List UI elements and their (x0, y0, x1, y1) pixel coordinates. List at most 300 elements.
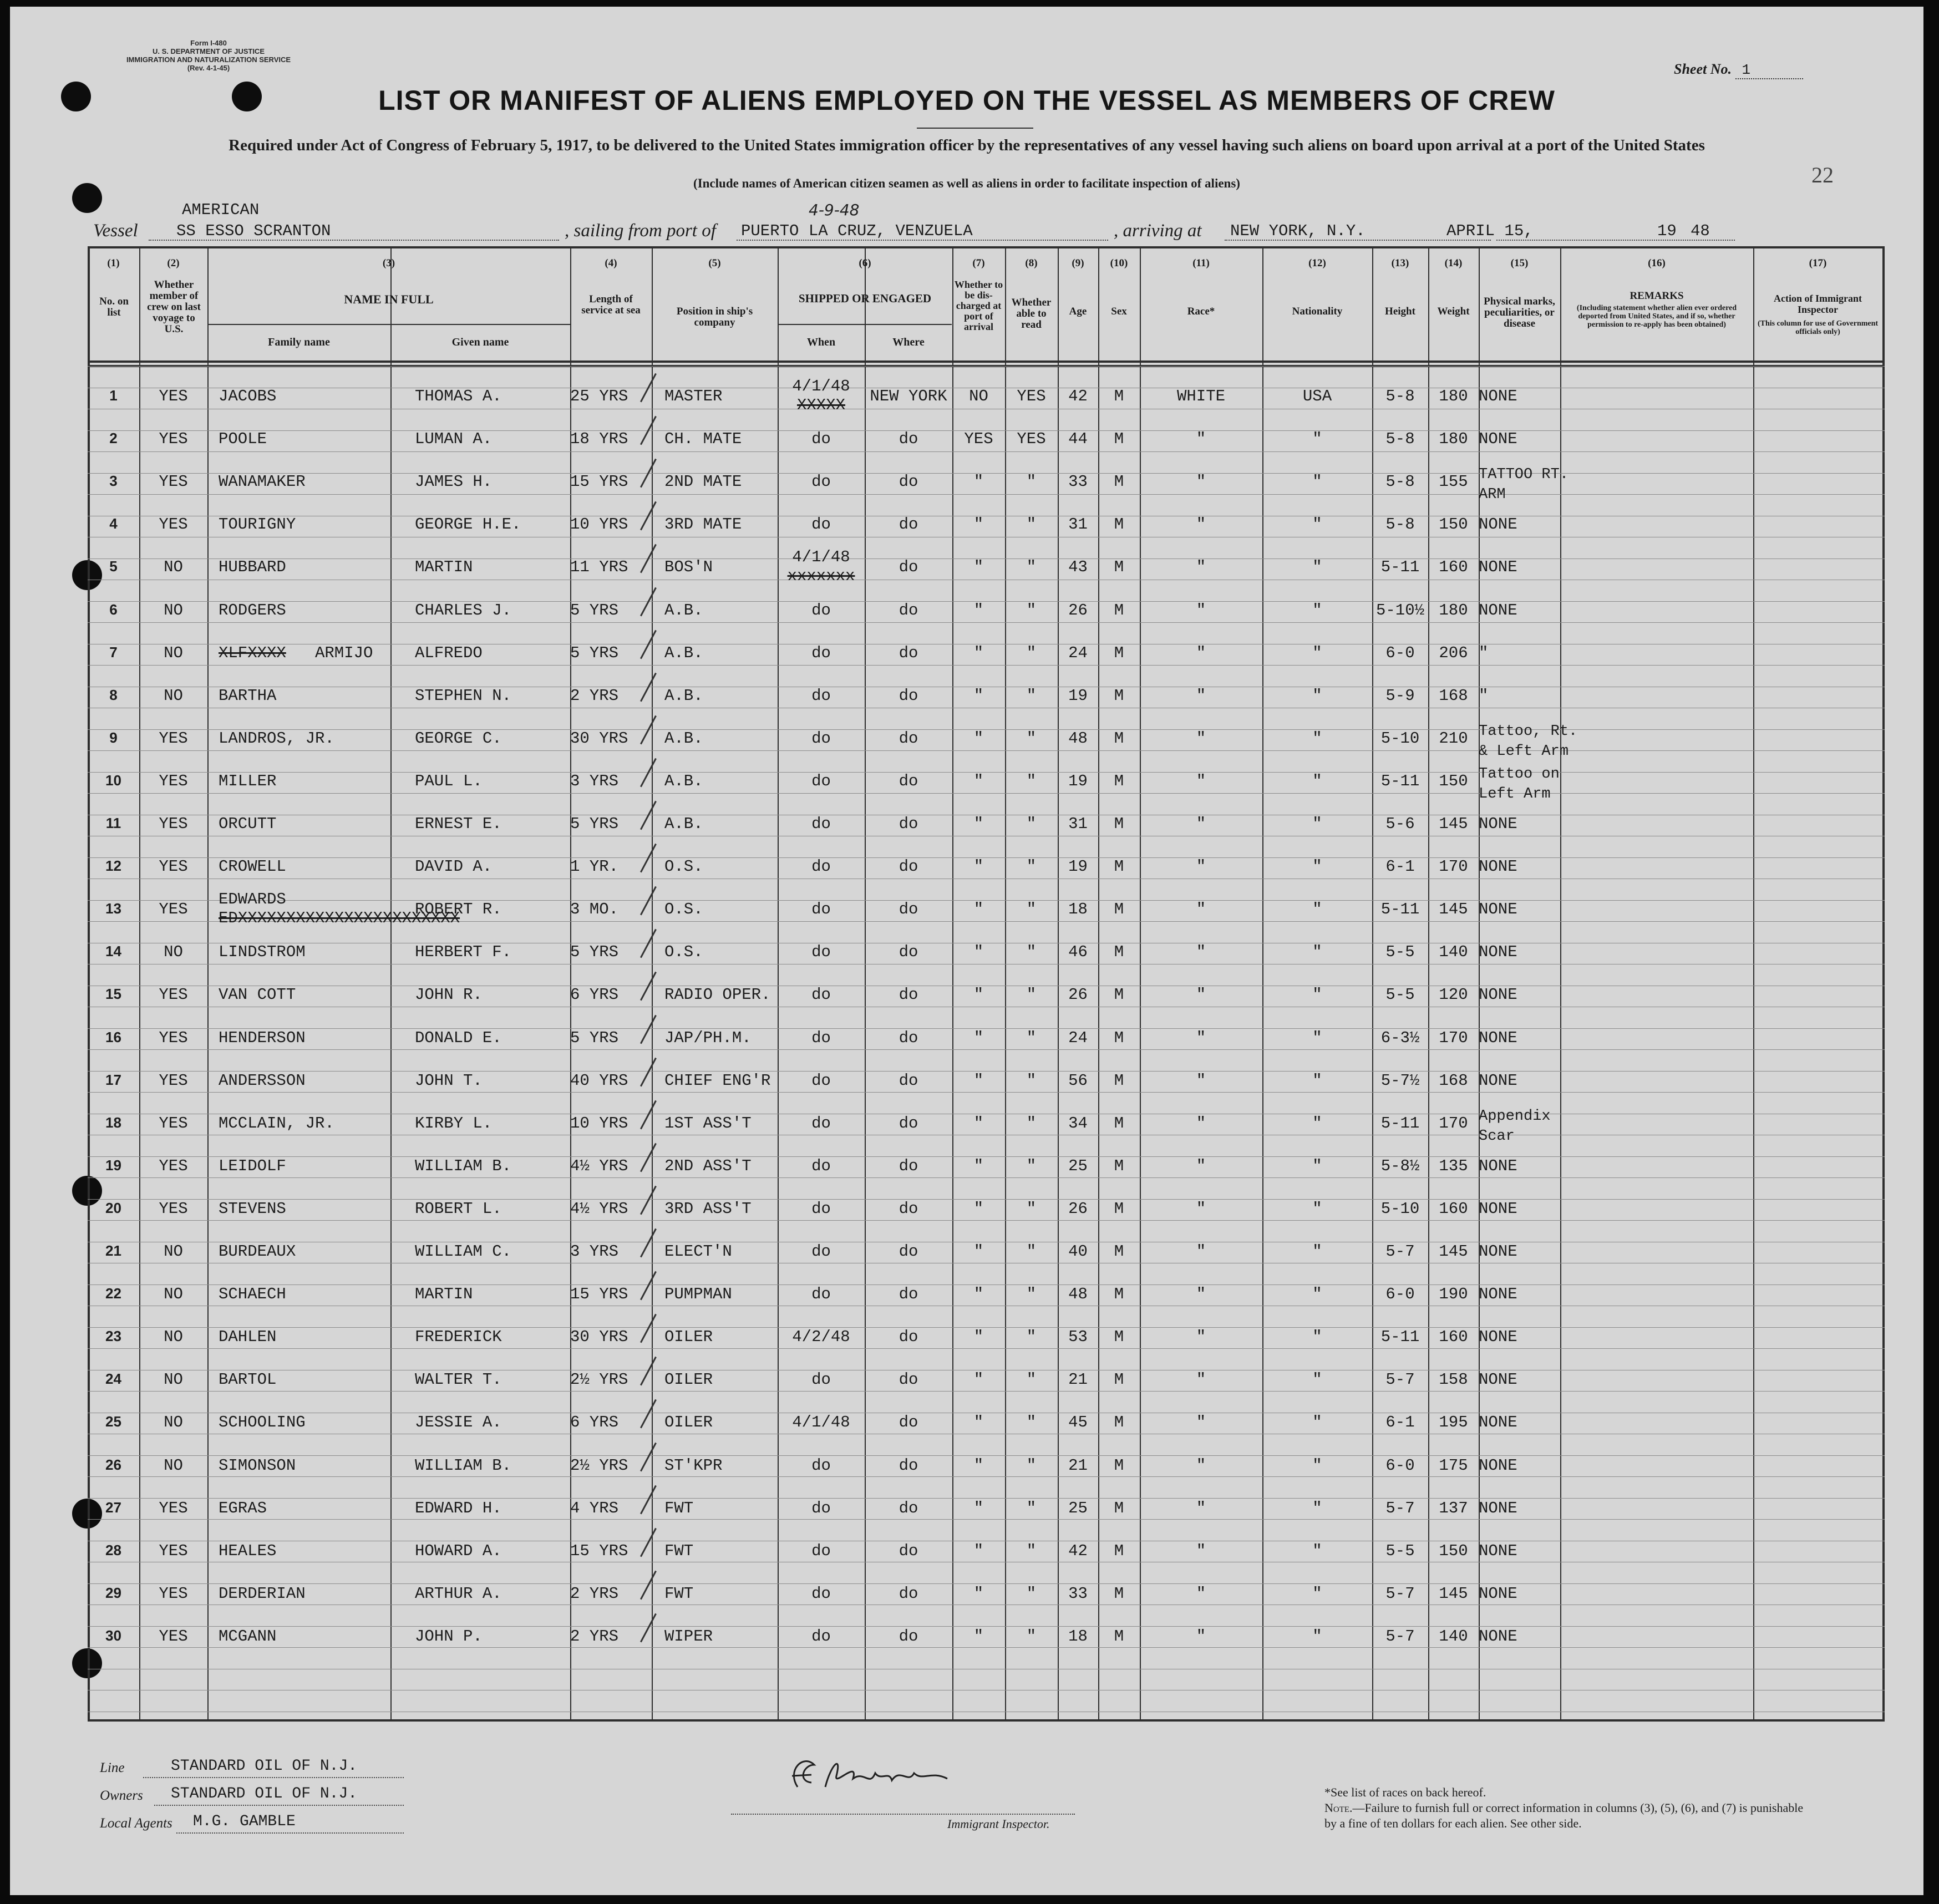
cell-age: 26 (1068, 986, 1088, 1004)
cell-age: 25 (1068, 1156, 1088, 1175)
cell-given: MARTIN (415, 558, 473, 577)
cell-where: do (899, 1499, 918, 1517)
cell-service: 5 YRS (570, 1028, 619, 1047)
cell-given: JAMES H. (415, 473, 493, 491)
cell-height: 6-1 (1385, 857, 1415, 876)
header-nationality: Nationality (1292, 306, 1343, 317)
cell-given: THOMAS A. (415, 387, 502, 405)
row-number: 28 (105, 1541, 121, 1558)
cell-position: PUMPMAN (664, 1285, 732, 1304)
cell-last: YES (159, 900, 188, 919)
cell-read: " (1026, 1028, 1037, 1047)
col-num-6: (6) (859, 257, 871, 269)
cell-where: do (899, 1242, 918, 1261)
cell-sex: M (1114, 643, 1124, 662)
table-row (88, 1229, 1885, 1271)
cell-position: MASTER (664, 387, 723, 405)
table-row (88, 1144, 1885, 1186)
cell-family: ORCUTT (219, 815, 277, 833)
header-action-sub: (This column for use of Government officials only) (1757, 319, 1879, 336)
cell-weight: 145 (1439, 815, 1468, 833)
cell-disch: " (973, 729, 984, 748)
header-age: Age (1069, 306, 1087, 317)
cell-service: 40 YRS (570, 1071, 628, 1090)
row-number: 11 (105, 815, 121, 831)
cell-sex: M (1114, 1156, 1124, 1175)
cell-service: 6 YRS (570, 1413, 619, 1432)
cell-read: " (1026, 986, 1037, 1004)
cell-nat: " (1312, 1328, 1322, 1347)
struck-family-name: EDXXXXXXXXXXXXXXXXXXXXXXX (219, 909, 460, 928)
cell-given: WILLIAM B. (415, 1456, 512, 1475)
col-num-14: (14) (1444, 257, 1463, 269)
cell-race: " (1196, 1242, 1206, 1261)
cell-nat: " (1312, 601, 1322, 620)
col-num-10: (10) (1110, 257, 1128, 269)
cell-weight: 170 (1439, 1028, 1468, 1047)
cell-service: 6 YRS (570, 986, 619, 1004)
cell-race: " (1196, 1285, 1206, 1304)
cell-nat: " (1312, 1370, 1322, 1389)
row-number: 27 (105, 1499, 121, 1516)
cell-marks: NONE (1479, 1541, 1517, 1560)
cell-where: do (899, 1541, 918, 1560)
cell-last: NO (164, 1285, 183, 1304)
cell-marks: NONE (1479, 1199, 1517, 1218)
table-row (88, 631, 1885, 673)
table-row (88, 1272, 1885, 1314)
cell-race: " (1196, 815, 1206, 833)
agents-value: M.G. GAMBLE (193, 1813, 296, 1830)
cell-race: " (1196, 686, 1206, 705)
cell-sex: M (1114, 1541, 1124, 1560)
cell-age: 24 (1068, 643, 1088, 662)
cell-service: 30 YRS (570, 1328, 628, 1347)
cell-where: do (899, 857, 918, 876)
cell-weight: 145 (1439, 1242, 1468, 1261)
cell-height: 5-11 (1380, 771, 1420, 790)
header-when: When (806, 336, 836, 348)
cell-height: 5-7½ (1380, 1071, 1420, 1090)
cell-given: LUMAN A. (415, 430, 493, 449)
cell-nat: " (1312, 1114, 1322, 1133)
cell-nat: " (1312, 943, 1322, 962)
cell-where: do (899, 986, 918, 1004)
cell-where: do (899, 430, 918, 449)
cell-where: NEW YORK (870, 387, 947, 405)
cell-age: 19 (1068, 771, 1088, 790)
row-number: 12 (105, 857, 121, 875)
cell-where: do (899, 771, 918, 790)
year-prefix: 19 (1657, 222, 1677, 240)
page-title: LIST OR MANIFEST OF ALIENS EMPLOYED ON THE VESSEL AS MEMBERS OF CREW (378, 85, 1555, 116)
table-row (88, 1400, 1885, 1442)
cell-when: do (811, 900, 831, 919)
cell-service: 10 YRS (570, 1114, 628, 1133)
row-number: 7 (109, 643, 118, 661)
cell-sex: M (1114, 430, 1124, 449)
cell-height: 5-11 (1380, 1328, 1420, 1347)
agents-label: Local Agents (100, 1816, 172, 1831)
table-row (88, 1101, 1885, 1143)
cell-weight: 137 (1439, 1499, 1468, 1517)
cell-where: do (899, 643, 918, 662)
row-number: 18 (105, 1114, 121, 1131)
cell-when: do (811, 1028, 831, 1047)
col-num-3: (3) (382, 257, 395, 269)
cell-last: YES (159, 473, 188, 491)
cell-when: do (811, 1370, 831, 1389)
cell-when: do (811, 943, 831, 962)
header-name-in-full: NAME IN FULL (344, 292, 434, 306)
failure-note: Note.—Failure to furnish full or correct information in columns (3), (5), (6), and (7) is punishable by a fine of ten dollars for each alien. See other side. (1324, 1801, 1804, 1830)
cell-when: do (811, 1156, 831, 1175)
cell-race: " (1196, 1541, 1206, 1560)
inspector-signature (781, 1748, 958, 1798)
cell-age: 42 (1068, 1541, 1088, 1560)
table-row (88, 801, 1885, 844)
cell-where: do (899, 1114, 918, 1133)
cell-race: " (1196, 515, 1206, 534)
row-number: 25 (105, 1413, 121, 1430)
cell-read: YES (1017, 387, 1046, 405)
cell-sex: M (1114, 1328, 1124, 1347)
cell-where: do (899, 1413, 918, 1432)
cell-family: LANDROS, JR. (219, 729, 334, 748)
cell-read: " (1026, 943, 1037, 962)
vessel-name: SS ESSO SCRANTON (176, 222, 331, 240)
cell-sex: M (1114, 1285, 1124, 1304)
cell-given: EDWARD H. (415, 1499, 502, 1517)
arrival-date: APRIL 15, (1446, 222, 1534, 240)
cell-last: NO (164, 558, 183, 577)
cell-age: 44 (1068, 430, 1088, 449)
header-remarks-sub: (Including statement whether alien ever ordered deported from United States, and if so, whether permission to re-apply has been obtained) (1576, 304, 1737, 329)
table-row (88, 673, 1885, 715)
cell-last: YES (159, 986, 188, 1004)
header-height: Height (1385, 306, 1415, 317)
cell-disch: YES (964, 430, 993, 449)
cell-position: 1ST ASS'T (664, 1114, 752, 1133)
cell-disch: " (973, 1071, 984, 1090)
handwritten-sailing-date: 4-9-48 (809, 201, 860, 219)
cell-nat: " (1312, 1541, 1322, 1560)
cell-age: 43 (1068, 558, 1088, 577)
cell-position: ELECT'N (664, 1242, 732, 1261)
table-row (88, 1058, 1885, 1100)
cell-where: do (899, 1328, 918, 1347)
cell-position: 2ND ASS'T (664, 1156, 752, 1175)
cell-service: 5 YRS (570, 643, 619, 662)
cell-sex: M (1114, 1456, 1124, 1475)
cell-family: EDWARDS (219, 890, 286, 909)
row-number: 24 (105, 1370, 121, 1388)
cell-family: POOLE (219, 430, 267, 449)
row-number: 3 (109, 473, 118, 490)
cell-read: " (1026, 1456, 1037, 1475)
row-number: 5 (109, 558, 118, 575)
header-family-name: Family name (268, 336, 330, 348)
cell-given: JOHN T. (415, 1071, 483, 1090)
cell-given: ROBERT R. (415, 900, 502, 919)
row-number: 9 (109, 729, 118, 746)
cell-height: 5-7 (1385, 1242, 1415, 1261)
header-where: Where (892, 336, 925, 348)
line-value: STANDARD OIL OF N.J. (171, 1758, 358, 1775)
row-number: 15 (105, 986, 121, 1003)
cell-where: do (899, 1156, 918, 1175)
cell-height: 6-0 (1385, 1285, 1415, 1304)
cell-nat: USA (1302, 387, 1332, 405)
cell-sex: M (1114, 1028, 1124, 1047)
cell-marks: NONE (1479, 986, 1517, 1004)
cell-nat: " (1312, 900, 1322, 919)
cell-service: 15 YRS (570, 473, 628, 491)
cell-position: 2ND MATE (664, 473, 742, 491)
cell-disch: " (973, 686, 984, 705)
cell-weight: 195 (1439, 1413, 1468, 1432)
cell-height: 5-8 (1385, 430, 1415, 449)
cell-where: do (899, 558, 918, 577)
cell-sex: M (1114, 473, 1124, 491)
cell-age: 42 (1068, 387, 1088, 405)
cell-position: RADIO OPER. (664, 986, 771, 1004)
owners-value: STANDARD OIL OF N.J. (171, 1785, 358, 1803)
cell-weight: 180 (1439, 387, 1468, 405)
cell-read: " (1026, 1071, 1037, 1090)
cell-service: 4 YRS (570, 1499, 619, 1517)
cell-position: BOS'N (664, 558, 713, 577)
cell-height: 6-1 (1385, 1413, 1415, 1432)
cell-marks: Tattoo, Rt. & Left Arm (1479, 723, 1578, 760)
cell-nat: " (1312, 515, 1322, 534)
cell-family: DERDERIAN (219, 1584, 306, 1603)
header-discharged: Whether to be dis-charged at port of arrival (954, 279, 1003, 332)
cell-position: O.S. (664, 943, 703, 962)
table-row (88, 417, 1885, 459)
cell-height: 6-0 (1385, 643, 1415, 662)
cell-service: 5 YRS (570, 943, 619, 962)
cell-last: YES (159, 771, 188, 790)
cell-when: 4/1/48 (792, 1413, 850, 1432)
cell-position: A.B. (664, 601, 703, 620)
cell-where: do (899, 1285, 918, 1304)
cell-weight: 150 (1439, 771, 1468, 790)
cell-marks: NONE (1479, 1156, 1517, 1175)
cell-age: 53 (1068, 1328, 1088, 1347)
cell-height: 5-6 (1385, 815, 1415, 833)
cell-service: 2½ YRS (570, 1456, 628, 1475)
cell-age: 26 (1068, 1199, 1088, 1218)
cell-marks: NONE (1479, 558, 1517, 577)
cell-last: NO (164, 1413, 183, 1432)
cell-when: 4/1/48 (792, 377, 850, 395)
cell-service: 3 MO. (570, 900, 619, 919)
cell-family: LEIDOLF (219, 1156, 286, 1175)
cell-family: MCGANN (219, 1627, 277, 1646)
cell-when: do (811, 430, 831, 449)
cell-family: DAHLEN (219, 1328, 277, 1347)
table-row (88, 1357, 1885, 1399)
table-row (88, 844, 1885, 886)
cell-race: " (1196, 857, 1206, 876)
cell-age: 33 (1068, 1584, 1088, 1603)
cell-read: " (1026, 1328, 1037, 1347)
cell-race: " (1196, 558, 1206, 577)
cell-nat: " (1312, 1156, 1322, 1175)
cell-disch: " (973, 558, 984, 577)
cell-position: FWT (664, 1499, 694, 1517)
cell-where: do (899, 1071, 918, 1090)
cell-given: DONALD E. (415, 1028, 502, 1047)
cell-weight: 145 (1439, 900, 1468, 919)
cell-sex: M (1114, 1370, 1124, 1389)
cell-given: FREDERICK (415, 1328, 502, 1347)
cell-weight: 140 (1439, 1627, 1468, 1646)
cell-sex: M (1114, 387, 1124, 405)
cell-sex: M (1114, 1071, 1124, 1090)
cell-marks: NONE (1479, 601, 1517, 620)
cell-nat: " (1312, 1499, 1322, 1517)
cell-race: " (1196, 1627, 1206, 1646)
struck-date: XXXXX (796, 396, 845, 414)
cell-family: LINDSTROM (219, 943, 306, 962)
col-num-11: (11) (1192, 257, 1210, 269)
cell-disch: " (973, 1499, 984, 1517)
cell-family: BARTOL (219, 1370, 277, 1389)
cell-position: FWT (664, 1541, 694, 1560)
cell-read: " (1026, 473, 1037, 491)
cell-family: SCHAECH (219, 1285, 286, 1304)
col-num-17: (17) (1809, 257, 1827, 269)
cell-disch: " (973, 1413, 984, 1432)
cell-given: JESSIE A. (415, 1413, 502, 1432)
cell-family: ANDERSSON (219, 1071, 306, 1090)
header-length-service: Length of service at sea (581, 293, 641, 316)
cell-read: " (1026, 771, 1037, 790)
cell-marks: NONE (1479, 430, 1517, 449)
cell-race: " (1196, 1413, 1206, 1432)
table-row (88, 1614, 1885, 1656)
cell-service: 2½ YRS (570, 1370, 628, 1389)
cell-read: " (1026, 900, 1037, 919)
cell-when: do (811, 515, 831, 534)
cell-age: 48 (1068, 1285, 1088, 1304)
cell-read: " (1026, 1370, 1037, 1389)
cell-last: YES (159, 1499, 188, 1517)
cell-family: VAN COTT (219, 986, 296, 1004)
row-number: 8 (109, 686, 118, 703)
year-suffix: 48 (1691, 222, 1710, 240)
cell-height: 5-10 (1380, 1199, 1420, 1218)
cell-last: YES (159, 1627, 188, 1646)
cell-last: NO (164, 643, 183, 662)
row-number: 26 (105, 1456, 121, 1473)
cell-age: 21 (1068, 1370, 1088, 1389)
cell-family: CROWELL (219, 857, 286, 876)
cell-given: ARTHUR A. (415, 1584, 502, 1603)
cell-family: SIMONSON (219, 1456, 296, 1475)
cell-last: YES (159, 387, 188, 405)
cell-family: ARMIJO (315, 643, 373, 662)
cell-marks: NONE (1479, 900, 1517, 919)
cell-marks: NONE (1479, 1413, 1517, 1432)
cell-given: ROBERT L. (415, 1199, 502, 1218)
cell-sex: M (1114, 771, 1124, 790)
cell-weight: 168 (1439, 686, 1468, 705)
cell-service: 4½ YRS (570, 1199, 628, 1218)
cell-height: 6-0 (1385, 1456, 1415, 1475)
cell-given: ERNEST E. (415, 815, 502, 833)
cell-where: do (899, 729, 918, 748)
sailing-port: PUERTO LA CRUZ, VENZUELA (741, 222, 973, 240)
table-row (88, 1486, 1885, 1528)
table-row (88, 1016, 1885, 1058)
cell-nat: " (1312, 643, 1322, 662)
cell-race: " (1196, 473, 1206, 491)
cell-height: 5-11 (1380, 558, 1420, 577)
cell-height: 5-8 (1385, 515, 1415, 534)
table-row (88, 972, 1885, 1014)
cell-marks: NONE (1479, 943, 1517, 962)
cell-disch: " (973, 1370, 984, 1389)
cell-given: DAVID A. (415, 857, 493, 876)
cell-age: 33 (1068, 473, 1088, 491)
cell-service: 15 YRS (570, 1285, 628, 1304)
cell-when: do (811, 601, 831, 620)
col-num-5: (5) (708, 257, 721, 269)
header-shipped-engaged: SHIPPED OR ENGAGED (798, 292, 932, 305)
cell-race: " (1196, 1328, 1206, 1347)
cell-disch: " (973, 473, 984, 491)
col-num-15: (15) (1510, 257, 1529, 269)
cell-disch: " (973, 1584, 984, 1603)
cell-height: 5-10½ (1375, 601, 1424, 620)
row-number: 20 (105, 1199, 121, 1216)
row-number: 21 (105, 1242, 121, 1259)
table-row (88, 887, 1885, 929)
cell-when: do (811, 643, 831, 662)
cell-race: " (1196, 1156, 1206, 1175)
cell-nat: " (1312, 815, 1322, 833)
cell-service: 15 YRS (570, 1541, 628, 1560)
header-position: Position in ship's company (676, 306, 753, 328)
arriving-label: , arriving at (1114, 221, 1202, 241)
col-num-16: (16) (1648, 257, 1666, 269)
title-rule (917, 128, 1033, 129)
cell-position: A.B. (664, 686, 703, 705)
cell-disch: " (973, 1541, 984, 1560)
cell-race: " (1196, 1028, 1206, 1047)
cell-service: 1 YR. (570, 857, 619, 876)
cell-where: do (899, 1456, 918, 1475)
cell-sex: M (1114, 943, 1124, 962)
cell-when: do (811, 1584, 831, 1603)
cell-read: " (1026, 558, 1037, 577)
cell-where: do (899, 943, 918, 962)
cell-last: YES (159, 1541, 188, 1560)
cell-sex: M (1114, 1242, 1124, 1261)
cell-weight: 135 (1439, 1156, 1468, 1175)
cell-age: 31 (1068, 515, 1088, 534)
cell-last: YES (159, 1584, 188, 1603)
cell-family: EGRAS (219, 1499, 267, 1517)
cell-weight: 180 (1439, 430, 1468, 449)
cell-when: do (811, 771, 831, 790)
cell-position: 3RD MATE (664, 515, 742, 534)
header-action: Action of Immigrant Inspector (1774, 293, 1862, 315)
col-num-13: (13) (1391, 257, 1409, 269)
